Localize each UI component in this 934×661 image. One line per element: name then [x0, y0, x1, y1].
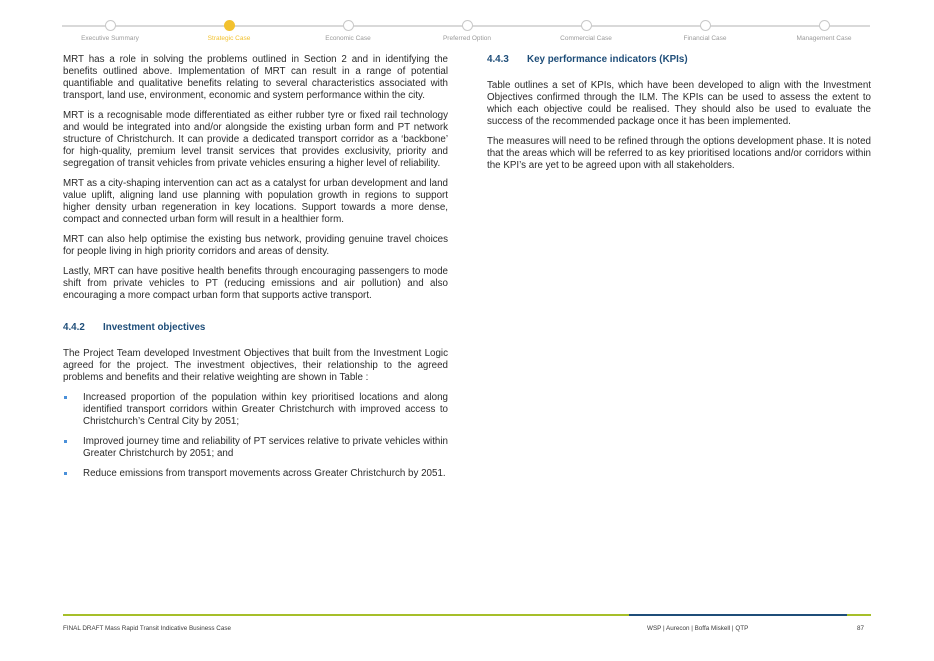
footer-rule-accent	[629, 614, 847, 616]
step-dot	[581, 20, 592, 31]
step-dot	[819, 20, 830, 31]
step-label: Strategic Case	[207, 35, 251, 42]
step-commercial-case[interactable]	[526, 18, 646, 42]
step-management-case[interactable]	[764, 18, 884, 42]
section-heading-kpis	[487, 54, 871, 66]
body-paragraph: MRT can also help optimise the existing bus network, providing genuine travel choices for people living in high priority corridors and areas of density.	[63, 234, 448, 257]
right-column	[487, 54, 871, 180]
step-executive-summary[interactable]	[50, 18, 170, 42]
step-label: Economic Case	[325, 35, 371, 42]
section-heading-investment-objectives	[63, 322, 448, 334]
list-item-text: Reduce emissions from transport movements across Greater Christchurch by 2051.	[83, 468, 446, 479]
body-paragraph: Lastly, MRT can have positive health benefits through encouraging passengers to mode shift from private vehicles to PT (reducing emissions and air pollution) and also encouraging a more compact urban form that supports active transport.	[63, 266, 448, 301]
step-strategic-case[interactable]	[169, 18, 289, 42]
bullet-icon	[64, 440, 67, 443]
progress-stepper	[62, 18, 870, 48]
step-label: Preferred Option	[442, 35, 492, 42]
body-paragraph: MRT has a role in solving the problems outlined in Section 2 and in identifying the benefits outlined above. Implementation of MRT can result in a range of potential quantifiable and qualitative benefits relating to several characteristics associated with transport, land use, environment, economic and system performance within the city.	[63, 54, 448, 101]
list-item-text: Increased proportion of the population within key prioritised locations and along identified transport corridors within Greater Christchurch with improved access to Christchurch’s Central City by 2051;	[83, 392, 448, 427]
section-intro: The Project Team developed Investment Objectives that built from the Investment Logic agreed for the project. The investment objectives, their relationship to the agreed problems and benefits and their relative weighting are shown in Table :	[63, 348, 448, 383]
section-title: Investment objectives	[103, 322, 206, 333]
body-paragraph: Table outlines a set of KPIs, which have been developed to align with the Investment Objectives confirmed through the ILM. The KPIs can be used to assess the extent to which each objective could be realised. They should also be used to evaluate the success of the recommended package once it has been implemented.	[487, 80, 871, 127]
body-paragraph: MRT as a city-shaping intervention can act as a catalyst for urban development and land value uplift, aligning land use planning with population growth in regions to support higher density urban regeneration in key locations. Support towards a more dense, compact and connected urban form will result in a healthier form.	[63, 178, 448, 225]
step-label: Management Case	[796, 35, 852, 42]
step-dot-active	[224, 20, 235, 31]
step-label: Commercial Case	[560, 35, 612, 42]
body-paragraph: MRT is a recognisable mode differentiated as either rubber tyre or fixed rail technology and would be integrated into and/or alongside the existing urban form and PT network structure of Christchurch. It can provide a dedicated transport corridor as a ‘backbone’ for high-quality, premium level transit services that provides exclusivity, priority and segregation of transit vehicles from private vehicles ensuring a higher level of reliability.	[63, 110, 448, 169]
section-title: Key performance indicators (KPIs)	[527, 54, 688, 65]
left-column	[63, 54, 448, 488]
page-number: 87	[857, 625, 865, 632]
step-economic-case[interactable]	[288, 18, 408, 42]
bullet-icon	[64, 472, 67, 475]
footer-partners: WSP | Aurecon | Boffa Miskell | QTP	[647, 625, 749, 632]
step-dot	[343, 20, 354, 31]
step-financial-case[interactable]	[645, 18, 765, 42]
body-paragraph: The measures will need to be refined through the options development phase. It is noted that the areas which will be referred to as key prioritised locations and/or corridors within the KPI’s are yet to be agreed upon with all stakeholders.	[487, 136, 871, 171]
list-item	[63, 468, 448, 480]
step-label: Financial Case	[683, 35, 727, 42]
footer-rule	[63, 614, 871, 616]
step-dot	[462, 20, 473, 31]
step-label: Executive Summary	[81, 35, 139, 42]
step-dot	[105, 20, 116, 31]
objectives-list	[63, 392, 448, 480]
list-item-text: Improved journey time and reliability of PT services relative to private vehicles within Greater Christchurch by 2051; and	[83, 436, 448, 459]
step-dot	[700, 20, 711, 31]
footer-document-title: FINAL DRAFT Mass Rapid Transit Indicative Business Case	[63, 625, 231, 632]
step-preferred-option[interactable]	[407, 18, 527, 42]
bullet-icon	[64, 396, 67, 399]
section-number: 4.4.2	[63, 322, 85, 333]
list-item	[63, 436, 448, 460]
section-number: 4.4.3	[487, 54, 509, 65]
list-item	[63, 392, 448, 428]
